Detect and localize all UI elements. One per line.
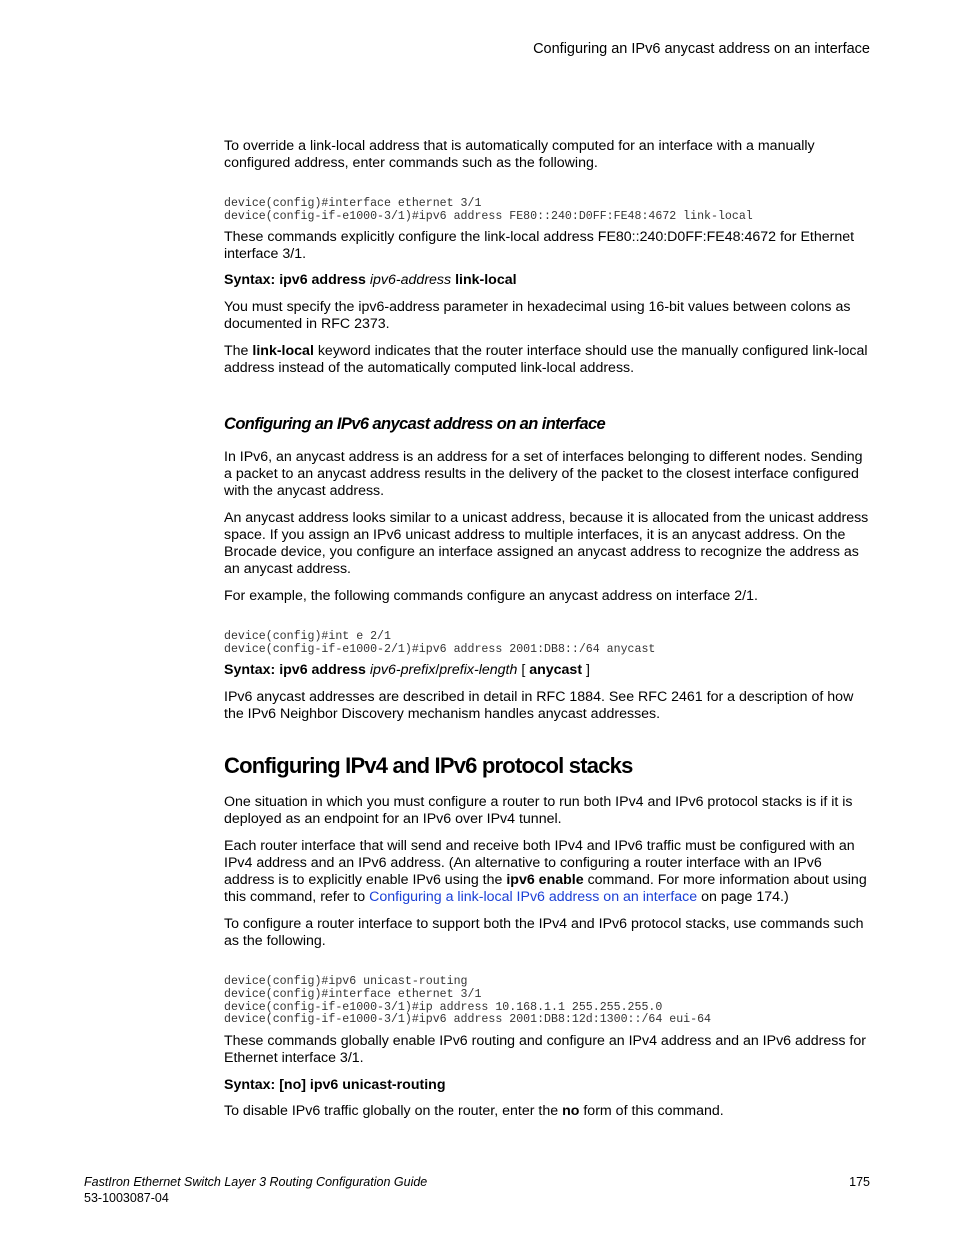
text-span: form of this command.: [579, 1102, 724, 1119]
code-block-dual-stack: device(config)#ipv6 unicast-routing device(config)#interface ethernet 3/1 device(config-if-e1000-3/1)#ip address 10.168.1.1 255.255.255.0 device(config-if-e1000-3/1)#ipv6 address 2001:DB8:12d:1300::/64 eui-64: [224, 975, 712, 1027]
paragraph-link-local-keyword: [224, 343, 870, 377]
text-span: Each router interface that will send and receive both IPv4 and IPv6 traffic must be configured with an IPv4 address and an IPv6 address. (An alternative to configuring a router interface with an IPv6 address is to explicitly enable IPv6 using the: [224, 838, 855, 889]
paragraph-anycast-rfc: IPv6 anycast addresses are described in detail in RFC 1884. See RFC 2461 for a description of how the IPv6 Neighbor Discovery mechanism handles anycast addresses.: [224, 689, 854, 723]
section-heading-anycast: Configuring an IPv6 anycast address on an interface: [224, 415, 606, 434]
syntax-param: ipv6-address: [369, 272, 452, 289]
keyword-ipv6-enable: ipv6 enable: [506, 872, 584, 889]
keyword-no: no: [562, 1102, 580, 1119]
paragraph-disable-ipv6: [224, 1103, 870, 1120]
syntax-unicast-routing: [224, 1077, 870, 1094]
syntax-slash: /: [435, 662, 440, 679]
syntax-keyword: link-local: [451, 272, 517, 289]
paragraph-dual-stack-commands: To configure a router interface to support both the IPv4 and IPv6 protocol stacks, use commands such as the following.: [224, 916, 864, 950]
text-span: command. For more information about using this command, refer to: [224, 872, 867, 906]
paragraph-hex-format: You must specify the ipv6-address parameter in hexadecimal using 16-bit values between colons as documented in RFC 2373.: [224, 299, 851, 333]
keyword-link-local: link-local: [252, 343, 314, 360]
footer-guide-title: FastIron Ethernet Switch Layer 3 Routing Configuration Guide: [84, 1175, 428, 1189]
text-span: keyword indicates that the router interface should use the manually configured link-local address instead of the automatically computed link-local address.: [224, 343, 868, 377]
page-content: [224, 138, 870, 1120]
page-footer: [84, 1174, 870, 1206]
syntax-param: prefix-length: [439, 662, 518, 679]
syntax-prefix: Syntax: ipv6 address: [224, 662, 370, 679]
code-block-anycast: device(config)#int e 2/1 device(config-if-e1000-2/1)#ipv6 address 2001:DB8::/64 anycast: [224, 630, 656, 656]
paragraph-dual-stack-config: [224, 838, 870, 906]
paragraph-anycast-example: For example, the following commands configure an anycast address on interface 2/1.: [224, 588, 758, 605]
syntax-link-local: [224, 272, 870, 289]
syntax-prefix: Syntax: ipv6 address: [224, 272, 370, 289]
syntax-bracket: [: [517, 662, 530, 679]
section-heading-protocol-stacks: Configuring IPv4 and IPv6 protocol stacks: [224, 753, 633, 779]
paragraph-anycast-unicast: An anycast address looks similar to a unicast address, because it is allocated from the unicast address space. If you assign an IPv6 unicast address to multiple interfaces, it is an anycast address. On the Brocade device, you configure an interface assigned an anycast address to recognize the address as an anycast address.: [224, 510, 869, 578]
text-span: To disable IPv6 traffic globally on the router, enter the: [224, 1102, 563, 1119]
footer-doc-number: 53-1003087-04: [84, 1191, 169, 1205]
cross-reference-link[interactable]: Configuring a link-local IPv6 address on an interface: [369, 889, 698, 906]
paragraph-commands-enable: These commands globally enable IPv6 routing and configure an IPv4 address and an IPv6 address for Ethernet interface 3/1.: [224, 1032, 866, 1066]
syntax-line: Syntax: [no] ipv6 unicast-routing: [224, 1076, 446, 1093]
syntax-param: ipv6-prefix: [369, 662, 436, 679]
paragraph-anycast-definition: In IPv6, an anycast address is an address for a set of interfaces belonging to different nodes. Sending a packet to an anycast address results in the delivery of the packet to the closest interface configured with the anycast address.: [224, 449, 863, 500]
text-span: The: [224, 343, 253, 360]
running-header: Configuring an IPv6 anycast address on an interface: [533, 41, 870, 57]
paragraph-explicit-config: These commands explicitly configure the link-local address FE80::240:D0FF:FE48:4672 for Ethernet interface 3/1.: [224, 229, 855, 263]
syntax-keyword: anycast: [529, 662, 583, 679]
paragraph-override-link-local: To override a link-local address that is automatically computed for an interface with a manually configured address, enter commands such as the following.: [224, 138, 815, 171]
code-block-link-local: device(config)#interface ethernet 3/1 device(config-if-e1000-3/1)#ipv6 address FE80::240:D0FF:FE48:4672 link-local: [224, 197, 753, 223]
footer-page-number: 175: [849, 1175, 870, 1189]
text-span: on page 174.): [697, 889, 789, 906]
syntax-bracket: ]: [582, 662, 590, 679]
syntax-anycast: [224, 662, 870, 679]
paragraph-dual-stack-situation: One situation in which you must configure a router to run both IPv4 and IPv6 protocol stacks is if it is deployed as an endpoint for an IPv6 over IPv4 tunnel.: [224, 794, 853, 828]
